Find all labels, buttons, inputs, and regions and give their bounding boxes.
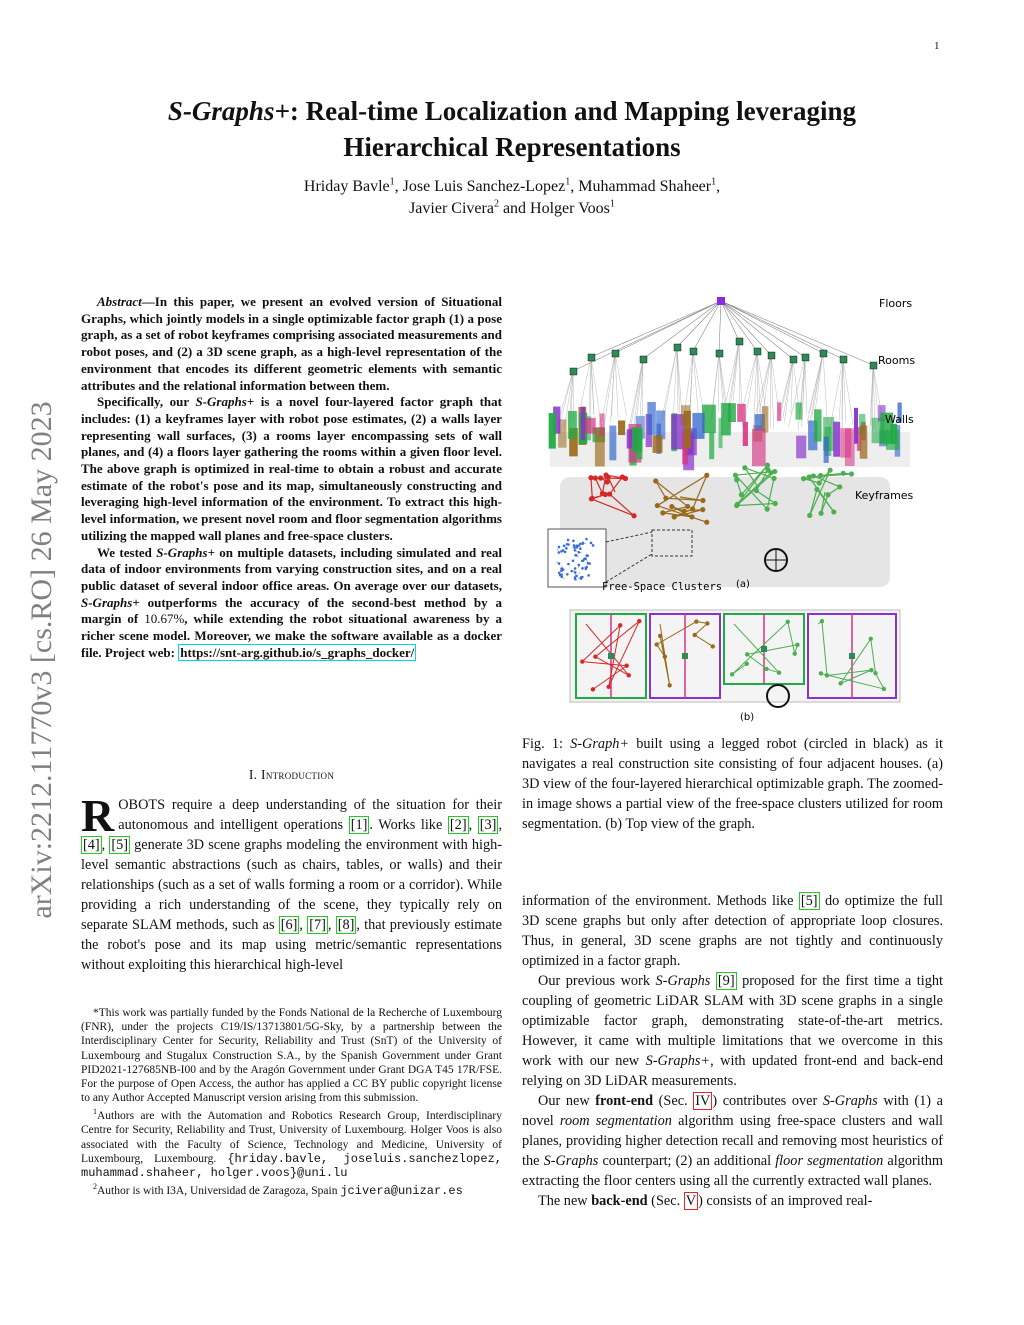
section-title: Introduction (261, 767, 335, 782)
top-view-keyframe-node (869, 668, 873, 672)
room-wall-edge (615, 353, 618, 418)
keyframe-node (690, 506, 695, 511)
footnote-affil-2 (81, 1180, 502, 1198)
room-wall-edge (693, 351, 698, 415)
free-space-point (584, 568, 587, 571)
room-wall-edge (559, 371, 573, 417)
room-wall-edge (615, 353, 627, 416)
wall-plane (833, 422, 840, 457)
top-view-keyframe-node (711, 644, 715, 648)
footnote-2-text: Author is with I3A, Universidad de Zaragoza, Spain (97, 1185, 341, 1198)
room-node (674, 344, 681, 351)
wall-plane (568, 411, 577, 439)
wall-plane (581, 407, 585, 440)
floor-room-edge (615, 301, 721, 353)
abstract-p2-name: S-Graphs+ (195, 394, 255, 410)
free-space-point (564, 551, 567, 554)
intro-t5: , (101, 837, 110, 853)
intro-t3: , (468, 817, 478, 833)
room-node (754, 348, 761, 355)
page-number: 1 (934, 40, 940, 52)
right-p2 (522, 971, 943, 1091)
intro-t6: generate 3D scene graphs modeling the environment with high-level semantic abstractions (such as chairs, tables, or walls) and their relationships (such as a set of walls forming a room or a corridor). While providing a rich understanding of the scene, they typically rely on separate SLAM methods, such as (81, 837, 503, 933)
wall-plane (584, 418, 596, 434)
project-web-link[interactable]: https://snt-arg.github.io/s_graphs_docker/ (180, 644, 415, 660)
wall-plane (709, 432, 714, 459)
top-view-keyframe-node (745, 662, 749, 666)
right-p3 (522, 1091, 943, 1191)
abstract-p3-d: , while extending the robot situational awareness by a richer scene model. Moreover, we make the software available as a docker file. Project web: (81, 611, 502, 660)
room-node (588, 354, 595, 361)
free-space-point (570, 570, 573, 573)
intro-t1: OBOTS require a deep understanding of the situation for their autonomous and intelligent operations (118, 797, 502, 833)
room-node (612, 350, 619, 357)
top-view-room-node (682, 653, 688, 659)
citation-6[interactable]: [6] (280, 917, 298, 933)
caption-name: S-Graph+ (570, 736, 630, 752)
free-space-point (560, 550, 563, 553)
footnote-1-text: Authors are with the Automation and Robotics Research Group, Interdisciplinary Centre for Security, Reliability and Trust, University of Luxembourg. Holger Voos is also associated with the Faculty of Science, Technology and Medicine, University of Luxembourg, Luxembourg. (81, 1110, 502, 1165)
room-wall-edge (823, 353, 828, 425)
label-rooms: Rooms (878, 354, 916, 367)
keyframe-node (704, 520, 709, 525)
free-space-point (573, 544, 576, 547)
abstract-p3-name: S-Graphs+ (156, 544, 215, 560)
wall-plane (752, 429, 766, 466)
top-view-room-node (761, 646, 767, 652)
title-line1: : Real-time Localization and Mapping leveraging (289, 96, 857, 126)
wall-plane (824, 437, 829, 463)
right-p2-c: , with updated front-end and back-end relying on 3D LiDAR measurements. (522, 1053, 943, 1089)
footnotes (81, 1006, 502, 1198)
right-p3-f: counterpart; (2) an additional (598, 1153, 776, 1169)
wall-plane (653, 435, 663, 453)
intro-p1 (81, 790, 503, 975)
free-space-point (567, 539, 570, 542)
right-p3-it1: room segmentation (559, 1113, 672, 1129)
free-space-point (566, 573, 569, 576)
wall-plane (796, 402, 802, 419)
room-wall-edge (770, 355, 771, 429)
label-walls: Walls (885, 413, 914, 426)
free-space-point (575, 545, 578, 548)
top-view-room-node (849, 653, 855, 659)
floor-room-edge (721, 301, 771, 355)
abstract-p3-a: We tested (97, 544, 157, 560)
author-2-affil: 1 (565, 176, 571, 188)
abstract (81, 294, 502, 661)
keyframe-node (672, 514, 677, 519)
wall-plane (647, 402, 656, 435)
citation-9[interactable]: [9] (717, 973, 735, 989)
room-node (820, 350, 827, 357)
room-node (640, 356, 647, 363)
arxiv-id: arXiv:2212.11770v3 [cs.RO] 26 May 2023 (25, 401, 58, 919)
room-node (716, 350, 723, 357)
citation-1[interactable]: [1] (350, 817, 368, 833)
free-space-point (579, 543, 582, 546)
free-space-point (574, 578, 577, 581)
author-2: Jose Luis Sanchez-Lopez (402, 178, 566, 195)
abstract-p2-a: Specifically, our (97, 394, 196, 410)
room-node (690, 348, 697, 355)
right-p1 (522, 891, 943, 971)
floor-room-edge (643, 301, 721, 359)
top-view-keyframe-node (591, 687, 595, 691)
figure-caption (522, 734, 943, 834)
right-p3-name: S-Graphs (822, 1093, 878, 1109)
room-node (736, 338, 743, 345)
author-sep: , (394, 178, 399, 195)
right-p4-c: ) consists of an improved real- (698, 1193, 873, 1209)
floor-room-edges (573, 301, 873, 371)
wall-plane (840, 428, 851, 457)
room-wall-edge (603, 353, 615, 432)
author-and: and (498, 200, 531, 217)
wall-plane (609, 426, 616, 461)
intro-t2: . Works like (369, 817, 448, 833)
wall-plane (599, 414, 604, 437)
author-4: Javier Civera (409, 200, 494, 217)
keyframe-node (818, 473, 823, 478)
author-sep: , (716, 178, 721, 195)
abstract-lead: Abstract (97, 294, 142, 309)
floor-room-edge (719, 301, 721, 353)
label-keyframes: Keyframes (855, 489, 914, 502)
author-4-affil: 2 (493, 198, 499, 210)
wall-plane (618, 420, 625, 435)
room-node (840, 356, 847, 363)
keyframe-node (620, 474, 625, 479)
wall-plane (549, 413, 556, 449)
right-column-text (522, 891, 943, 1211)
section-heading (81, 767, 502, 783)
author-3: Muhammad Shaheer (578, 178, 712, 195)
abstract-p3-name2: S-Graphs+ (81, 594, 140, 610)
intro-t4: , (498, 817, 503, 833)
room-wall-edge (805, 357, 807, 414)
wall-plane (743, 422, 748, 446)
author-3-affil: 1 (711, 176, 717, 188)
wall-plane (814, 409, 821, 441)
title-line2: Hierarchical Representations (343, 132, 681, 162)
abstract-p2 (81, 394, 502, 544)
room-node (570, 368, 577, 375)
free-space-point (572, 540, 575, 543)
right-p4-a: The new (538, 1193, 592, 1209)
wall-plane (684, 411, 691, 449)
abstract-p3-c: outperforms the accuracy of the second-best method by a margin of (81, 594, 502, 627)
title-italic: S-Graphs+ (167, 96, 290, 126)
right-p3-c: ) contributes over (712, 1093, 823, 1109)
footnote-2-email: jcivera@unizar.es (340, 1184, 463, 1199)
label-free-space: Free-Space Clusters (602, 581, 723, 593)
room-wall-edge (591, 357, 594, 415)
abstract-p1-text: —In this paper, we present an evolved version of Situational Graphs, which jointly models in a single optimizable factor graph (1) a pose graph, as a set of robot keyframes comprising associated measurements and robot poses, and (2) a 3D scene graph, as a high-level representation of the environment that encodes its different geometric elements with semantic attributes and the relational information between them. (81, 294, 502, 393)
citation-3[interactable]: [3] (479, 817, 497, 833)
wall-plane (762, 406, 769, 432)
right-p3-bold: front-end (595, 1093, 654, 1109)
top-view (570, 610, 900, 723)
footnote-affil-1 (81, 1105, 502, 1180)
author-5-affil: 1 (609, 198, 615, 210)
footnote-funding: *This work was partially funded by the Fonds National de la Recherche of Luxembourg (FNR), under the projects C19/IS/13713801/5G-Sky, by a partnership between the Interdisciplinary Center for Security, Reliability and Trust (SnT) of the University of Luxembourg and Stugalux Construction S.A., by the Spanish Government under Grant PID2021-127685NB-I00 and by the Aragón Government under Grant DGA T45 17R/FSE. For the purpose of Open Access, the author has applied a CC BY public copyright license to any Author Accepted Manuscript version arising from this submission. (81, 1007, 502, 1105)
right-p2-b: proposed for the first time a tight coupling of geometric LiDAR SLAM with 3D scene graphs in a single optimizable factor graph, demonstrating state-of-the-art metrics. However, it came with multiple limitations that we overcome in this work with our new (522, 973, 944, 1069)
author-1-affil: 1 (389, 176, 395, 188)
room-wall-edge (783, 359, 793, 418)
right-p2-name: S-Graphs (655, 973, 711, 989)
footnote-2-sup: 2 (93, 1182, 97, 1192)
label-floors: Floors (879, 297, 913, 310)
right-p4 (522, 1191, 943, 1211)
citation-5b[interactable]: [5] (800, 893, 818, 909)
free-space-point (558, 546, 561, 549)
free-space-point (586, 554, 589, 557)
room-node (870, 362, 877, 369)
footnote-1-sup: 1 (93, 1107, 97, 1117)
section-ref-v[interactable]: V (685, 1193, 697, 1209)
abstract-p3-b: on multiple datasets, including simulated and real data of indoor environments from varying construction sites, and on a real public dataset of several indoor office areas. On average over our datasets, (81, 544, 502, 593)
dropcap: R (81, 790, 115, 841)
top-view-keyframe-node (819, 671, 823, 675)
free-space-point (572, 559, 575, 562)
free-space-point (588, 562, 591, 565)
intro-t8: , (327, 917, 336, 933)
top-view-room-node (608, 653, 614, 659)
citation-7[interactable]: [7] (309, 917, 326, 933)
right-p3-e: algorithm using free-space clusters and wall planes, providing higher detection recall and removing most heuristics of the (522, 1113, 944, 1169)
wall-plane (796, 436, 806, 459)
room-wall-edge (756, 355, 771, 412)
keyframe-node (669, 504, 674, 509)
floor-room-edge (591, 301, 721, 357)
right-p3-b: (Sec. (653, 1093, 694, 1109)
section-number: I. (248, 767, 258, 782)
figure-1 (540, 292, 940, 724)
caption-text: built using a legged robot (circled in black) as it navigates a real construction site consisting of four adjacent houses. (a) 3D view of the four-layered hierarchical optimizable graph. The zoomed-in image shows a partial view of the free-space clusters utilized for room segmentation. (b) Top view of the graph. (522, 736, 943, 832)
section-ref-iv[interactable]: IV (695, 1093, 711, 1109)
free-space-point (585, 538, 588, 541)
keyframe-node (704, 473, 709, 478)
citation-2[interactable]: [2] (449, 817, 467, 833)
right-p3-g: algorithm extracting the floor centers using all the currently extracted wall planes. (522, 1153, 944, 1189)
label-sub-b: (b) (740, 712, 755, 723)
author-list (100, 176, 924, 220)
free-space-point (562, 568, 565, 571)
free-space-point (587, 574, 590, 577)
free-space-point (558, 551, 561, 554)
right-p2-a: Our previous work (538, 973, 656, 989)
wall-plane (777, 402, 781, 421)
author-5: Holger Voos (530, 200, 610, 217)
citation-4[interactable]: [4] (83, 837, 100, 853)
keyframe-node (734, 477, 739, 482)
abstract-margin-value: 10.67% (144, 611, 185, 627)
right-p3-it2: floor segmentation (775, 1153, 884, 1169)
wall-plane (692, 413, 704, 439)
rooms-layer (570, 338, 877, 375)
right-p4-b: (Sec. (647, 1193, 684, 1209)
citation-8[interactable]: [8] (337, 917, 355, 933)
right-p3-d: with (1) a novel (522, 1093, 943, 1129)
room-node (768, 352, 775, 359)
right-p2-name2: S-Graphs+ (645, 1053, 711, 1069)
footnote-1-emails: {hriday.bavle, joseluis.sanchezlopez, muhammad.shaheer, holger.voos}@uni.lu (81, 1151, 502, 1181)
free-space-point (582, 542, 585, 545)
right-p3-a: Our new (538, 1093, 596, 1109)
free-space-zoom-box (548, 529, 606, 587)
room-wall-edge (661, 347, 677, 420)
free-space-point (563, 545, 566, 548)
top-view-keyframe-node (627, 673, 631, 677)
abstract-p1 (81, 294, 502, 394)
wall-plane (737, 404, 746, 422)
paper-title (100, 93, 924, 165)
label-sub-a: (a) (736, 579, 750, 590)
right-p1-a: information of the environment. Methods like (522, 893, 799, 909)
abstract-p2-b: is a novel four-layered factor graph that includes: (1) a keyframes layer with robot pose estimates, (2) a walls layer representing wall surfaces, (3) a rooms layer encompassing sets of wall planes, and (4) a floors layer gathering the rooms within a given floor level. The above graph is optimized in real-time to obtain a robust and accurate estimate of the robot's pose and its map, simultaneously constructing and leveraging high-level information of the environment. To extract this high-level information, we present novel room and floor segmentation algorithms utilizing the mapped wall planes and free-space clusters. (81, 394, 502, 543)
floor-room-edge (721, 301, 823, 353)
intro-t7: , (299, 917, 308, 933)
intro-text (81, 790, 503, 975)
abstract-p3 (81, 545, 502, 662)
wall-plane (860, 426, 868, 459)
right-p4-bold: back-end (591, 1193, 648, 1209)
right-p3-name2: S-Graphs (543, 1153, 599, 1169)
room-node (790, 356, 797, 363)
caption-label: Fig. 1: (522, 736, 571, 752)
floor-node (717, 297, 725, 305)
figure-graphic (540, 292, 940, 724)
wall-plane (721, 403, 731, 435)
author-1: Hriday Bavle (303, 178, 390, 195)
room-node (802, 354, 809, 361)
keyframe-node (742, 465, 747, 470)
right-p1-b: do optimize the full 3D scene graphs but only after detection of appropriate loop closures. Thus, in general, 3D scene graphs are not tightly and continuously optimized in a factor graph. (522, 893, 943, 969)
citation-5[interactable]: [5] (111, 837, 129, 853)
free-space-point (558, 562, 561, 565)
wall-plane (632, 427, 642, 451)
author-sep: , (570, 178, 575, 195)
free-space-point (574, 554, 577, 557)
free-space-point (581, 560, 584, 563)
intro-t9: , that previously estimate the robot's pose and its map using metric/semantic representations without exploiting this hierarchical high-level (81, 917, 503, 973)
top-view-keyframe-node (873, 671, 877, 675)
room-wall-edge (812, 353, 823, 418)
